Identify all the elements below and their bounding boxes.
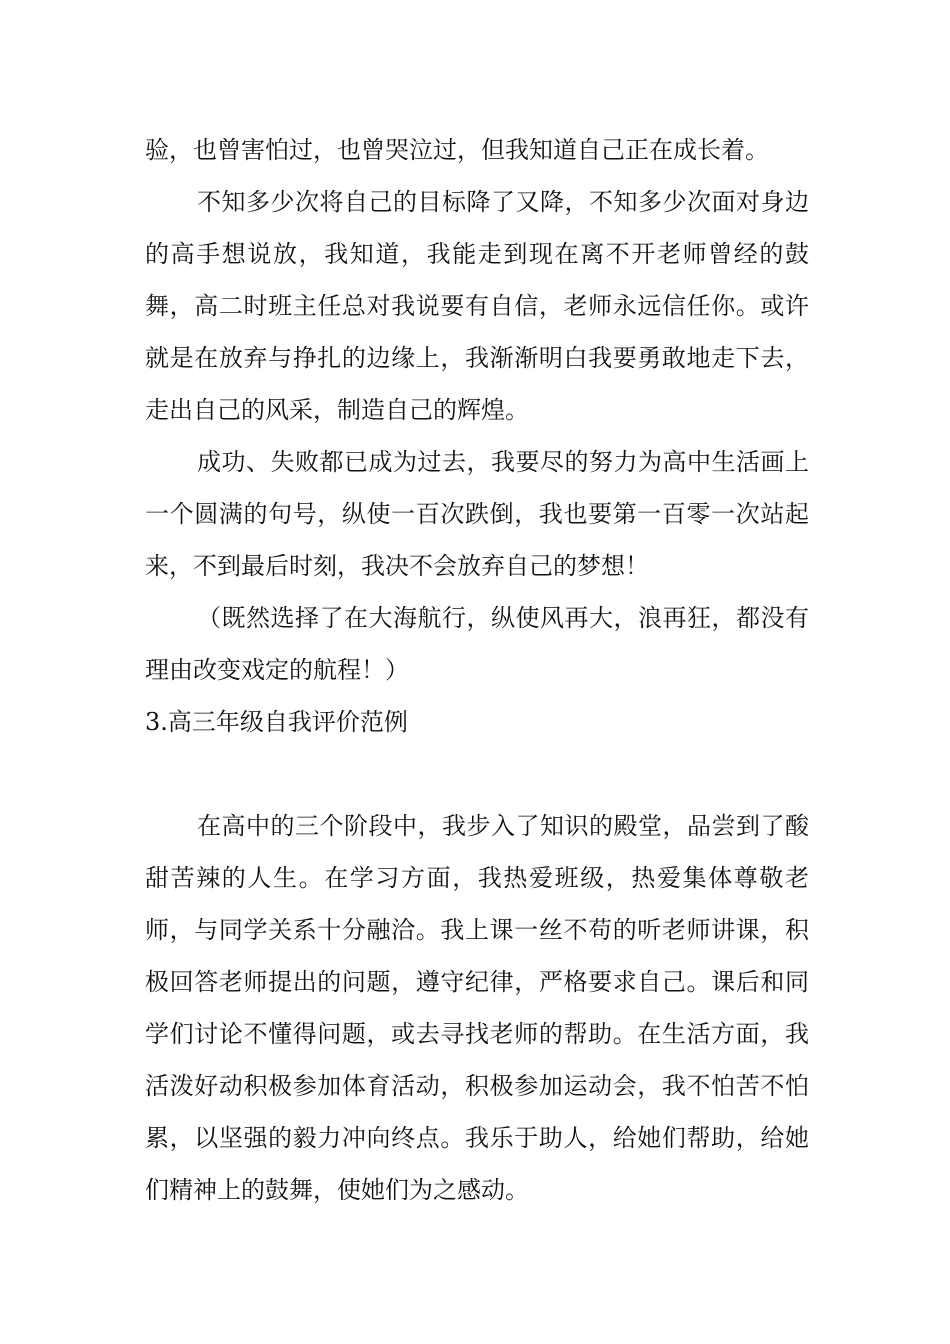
paragraph-success-failure: 成功、失败都已成为过去，我要尽的努力为高中生活画上一个圆满的句号，纵使一百次跌倒，我也要第一百零一次站起来，不到最后时刻，我决不会放弃自己的梦想！ [145, 448, 809, 580]
paragraph-goals: 不知多少次将自己的目标降了又降，不知多少次面对身边的高手想说放，我知道，我能走到现在离不开老师曾经的鼓舞，高二时班主任总对我说要有自信，老师永远信任你。或许就是在放弃与挣扎的边缘上，我渐渐明白我要勇敢地走下去，走出自己的风采，制造自己的辉煌。 [145, 188, 809, 424]
paragraph-continuation: 验，也曾害怕过，也曾哭泣过，但我知道自己正在成长着。 [145, 136, 769, 164]
document-body [145, 124, 809, 1216]
paragraph-self-evaluation: 在高中的三个阶段中，我步入了知识的殿堂，品尝到了酸甜苦辣的人生。在学习方面，我热爱班级，热爱集体尊敬老师，与同学关系十分融洽。我上课一丝不苟的听老师讲课，积极回答老师提出的问题，遵守纪律，严格要求自己。课后和同学们讨论不懂得问题，或去寻找老师的帮助。在生活方面，我活泼好动积极参加体育活动，积极参加运动会，我不怕苦不怕累，以坚强的毅力冲向终点。我乐于助人，给她们帮助，给她们精神上的鼓舞，使她们为之感动。 [145, 812, 809, 1204]
paragraph-quote: （既然选择了在大海航行，纵使风再大，浪再狂，都没有理由改变戏定的航程！） [145, 604, 809, 684]
section-spacer [145, 748, 809, 800]
section-heading: 3.高三年级自我评价范例 [145, 708, 408, 736]
